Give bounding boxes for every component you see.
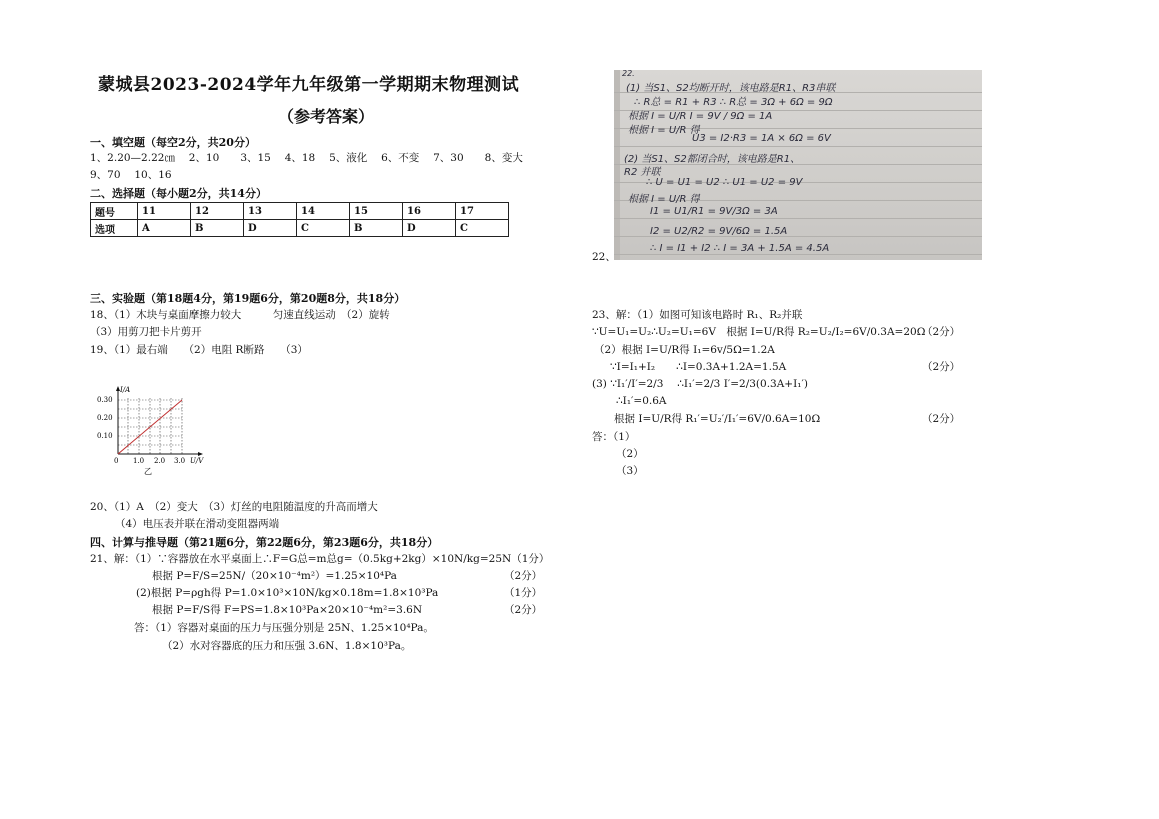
- answer-table: [90, 202, 509, 237]
- handwriting-line: R2 并联: [624, 167, 661, 178]
- x-tick-label: 1.0: [133, 457, 145, 465]
- page-title: 蒙城县2023-2024学年九年级第一学期期末物理测试: [98, 75, 520, 95]
- handwriting-line: 根据 I = U/R I = 9V / 9Ω = 1A: [628, 111, 773, 122]
- x-tick-label: 3.0: [174, 457, 186, 465]
- q23-score: （2分）: [922, 326, 961, 338]
- x-tick-label: 0: [114, 457, 119, 465]
- y-axis-label: I/A: [120, 386, 131, 394]
- table-row-label: 选项: [91, 220, 138, 237]
- q23-line: 23、解：（1）如图可知该电路时 R₁、R₂并联: [592, 309, 803, 321]
- q23-line: 根据 I=U/R得 R₁′=U₂′/I₁′=6V/0.6A=10Ω: [614, 413, 821, 425]
- q20-line1: 20、（1）A （2）变大 （3）灯丝的电阻随温度的升高而增大: [90, 501, 378, 513]
- table-cell: C: [297, 220, 350, 237]
- q21-score: （1分）: [504, 587, 543, 599]
- q23-line: (3) ∵I₁′/I′=2/3 ∴I₁′=2/3 I′=2/3(0.3A+I₁′): [592, 378, 808, 390]
- table-row: [91, 203, 509, 220]
- x-axis-label: U/V: [190, 457, 204, 465]
- x-axis-arrow-icon: [198, 452, 203, 456]
- graph-caption: 乙: [144, 467, 152, 476]
- handwriting-line: 22.: [622, 70, 635, 78]
- q23-score: （2分）: [922, 413, 961, 425]
- table-cell: 15: [350, 203, 403, 220]
- page-subtitle: （参考答案）: [278, 107, 375, 126]
- table-cell: D: [244, 220, 297, 237]
- q21-line: 根据 P=F/S得 F=PS=1.8×10³Pa×20×10⁻⁴m²=3.6N: [152, 604, 423, 616]
- handwriting-line: (1) 当S1、S2均断开时，该电路是R1、R3串联: [626, 83, 836, 94]
- section2-heading: 二、选择题（每小题2分，共14分）: [90, 187, 267, 200]
- q21-line: 根据 P=F/S=25N/（20×10⁻⁴m²）=1.25×10⁴Pa: [152, 570, 397, 582]
- y-tick-label: 0.20: [97, 414, 113, 422]
- q19-line: 19、（1）最右端 （2）电阻 R断路 （3）: [90, 344, 308, 356]
- handwriting-line: 根据 I = U/R 得: [628, 194, 700, 205]
- table-cell: A: [138, 220, 191, 237]
- q23-answer: 答：（1）: [592, 431, 636, 443]
- handwriting-line: ∴ R总 = R1 + R3 ∴ R总 = 3Ω + 6Ω = 9Ω: [634, 97, 833, 108]
- table-cell: 14: [297, 203, 350, 220]
- table-row: [91, 220, 509, 237]
- photo-edge: [614, 70, 620, 260]
- q21-answer: 答：（1）容器对桌面的压力与压强分别是 25N、1.25×10⁴Pa。: [134, 622, 434, 634]
- section3-heading: 三、实验题（第18题4分，第19题6分，第20题8分，共18分）: [90, 292, 406, 305]
- handwritten-answer-photo: [614, 70, 982, 260]
- handwriting-line: ∴ U = U1 = U2 ∴ U1 = U2 = 9V: [646, 177, 803, 188]
- q23-line: （2）根据 I=U/R得 I₁=6v/5Ω=1.2A: [594, 344, 775, 356]
- x-tick-label: 2.0: [154, 457, 166, 465]
- table-cell: 13: [244, 203, 297, 220]
- table-cell: 16: [403, 203, 456, 220]
- q23-answer: （2）: [616, 448, 644, 460]
- table-cell: D: [403, 220, 456, 237]
- q18-line2: （3）用剪刀把卡片剪开: [90, 326, 202, 338]
- q22-label: 22、: [592, 251, 616, 263]
- q23-answer: （3）: [616, 465, 644, 477]
- q23-line: ∵I=I₁+I₂ ∴I=0.3A+1.2A=1.5A: [610, 361, 787, 373]
- q18-line1: 18、（1）木块与桌面摩擦力较大 匀速直线运动 （2）旋转: [90, 309, 390, 321]
- table-cell: 17: [456, 203, 509, 220]
- table-cell: 12: [191, 203, 244, 220]
- notebook-rule: [614, 254, 982, 255]
- table-cell: 11: [138, 203, 191, 220]
- q20-line2: （4）电压表并联在滑动变阻器两端: [115, 518, 280, 530]
- section1-heading: 一、填空题（每空2分，共20分）: [90, 136, 256, 149]
- section4-heading: 四、计算与推导题（第21题6分，第22题6分，第23题6分，共18分）: [90, 536, 439, 549]
- q23-line: ∴I₁′=0.6A: [616, 395, 667, 407]
- table-row-label: 题号: [91, 203, 138, 220]
- q21-line: 21、解：（1）∵容器放在水平桌面上∴F=G总=m总g=（0.5kg+2kg）×10N/kg=25N（1分）: [90, 553, 550, 565]
- table-cell: C: [456, 220, 509, 237]
- table-cell: B: [191, 220, 244, 237]
- q21-line: (2)根据 P=ρgh得 P=1.0×10³×10N/kg×0.18m=1.8×10³Pa: [136, 587, 439, 599]
- table-cell: B: [350, 220, 403, 237]
- q23-score: （2分）: [922, 361, 961, 373]
- iu-graph: [90, 384, 220, 476]
- handwriting-line: I2 = U2/R2 = 9V/6Ω = 1.5A: [650, 226, 788, 237]
- q21-score: （2分）: [504, 570, 543, 582]
- section1-line1: 1、2.20—2.22㎝ 2、10 3、15 4、18 5、液化 6、不变 7、30 8、变大: [90, 152, 523, 164]
- notebook-rule: [614, 146, 982, 147]
- q23-line: ∵U=U₁=U₂∴U₂=U₁=6V 根据 I=U/R得 R₂=U₂/I₂=6V/0.3A=20Ω: [592, 326, 926, 338]
- handwriting-line: (2) 当S1、S2都闭合时，该电路是R1、: [624, 154, 801, 165]
- y-tick-label: 0.10: [97, 432, 113, 440]
- section1-line2: 9、70 10、16: [90, 169, 172, 181]
- notebook-rule: [614, 218, 982, 219]
- handwriting-line: ∴ I = I1 + I2 ∴ I = 3A + 1.5A = 4.5A: [650, 243, 830, 254]
- handwriting-line: U3 = I2·R3 = 1A × 6Ω = 6V: [692, 133, 831, 144]
- handwriting-line: I1 = U1/R1 = 9V/3Ω = 3A: [650, 206, 778, 217]
- y-tick-label: 0.30: [97, 396, 113, 404]
- q21-answer: （2）水对容器底的压力和压强 3.6N、1.8×10³Pa。: [162, 640, 412, 652]
- q21-score: （2分）: [504, 604, 543, 616]
- handwriting-line: 根据 I = U/R 得: [628, 125, 700, 136]
